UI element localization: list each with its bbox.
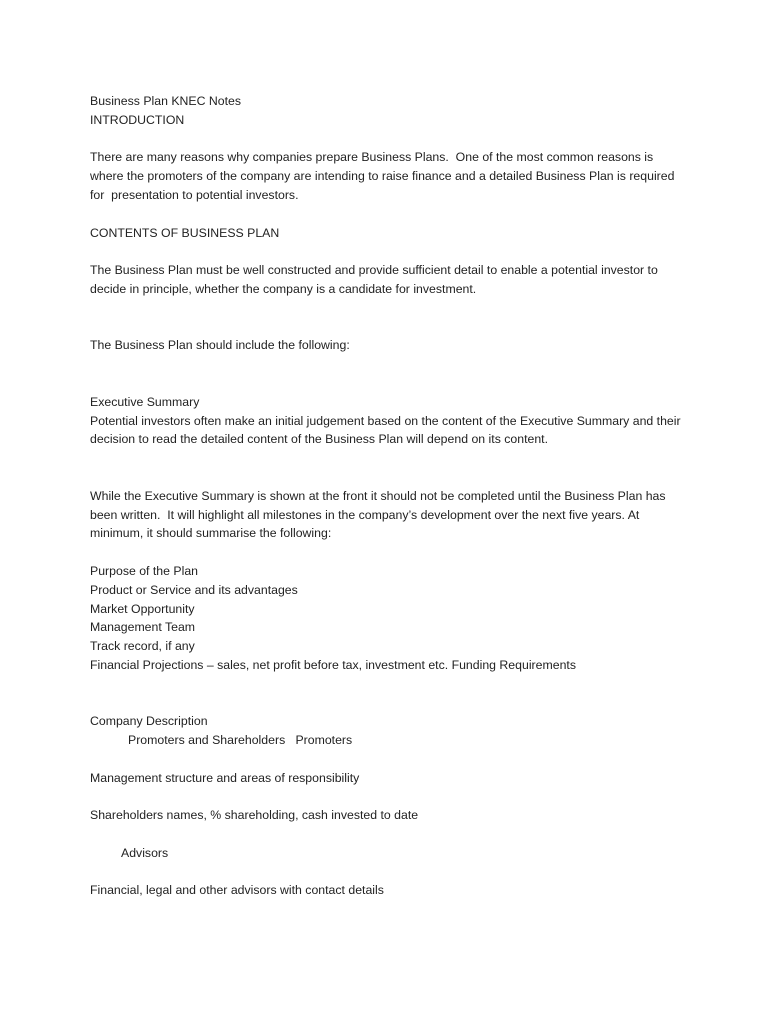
introduction-heading: INTRODUCTION xyxy=(90,112,185,127)
contents-paragraph: The Business Plan must be well constructed and provide sufficient detail to enable a potential investor to decide in principle, whether the company is a candidate for investment. xyxy=(90,263,662,296)
summary-item: Market Opportunity xyxy=(90,601,195,616)
management-line: Management structure and areas of responsibility xyxy=(90,770,360,785)
contents-heading: CONTENTS OF BUSINESS PLAN xyxy=(90,225,280,240)
summary-item: Track record, if any xyxy=(90,639,195,654)
exec-summary-paragraph: Potential investors often make an initial judgement based on the content of the Executive Summary and their decision to read the detailed content of the Business Plan will depend on its content. xyxy=(90,413,685,447)
exec-summary-paragraph-2: While the Executive Summary is shown at the front it should not be completed until the Business Plan has been written. It will highlight all milestones in the company’s development over the next five years. At minimum, it should summarise the following: xyxy=(90,488,669,541)
advisors-line: Financial, legal and other advisors with contact details xyxy=(90,883,384,898)
exec-summary-heading: Executive Summary xyxy=(90,394,200,409)
company-description-heading: Company Description xyxy=(90,714,208,729)
summary-item: Management Team xyxy=(90,620,196,635)
include-line: The Business Plan should include the following: xyxy=(90,338,350,353)
document-body xyxy=(90,92,690,900)
promoters-line: Promoters and Shareholders Promoters xyxy=(128,733,353,748)
summary-item: Purpose of the Plan xyxy=(90,563,199,578)
shareholders-line: Shareholders names, % shareholding, cash invested to date xyxy=(90,808,419,823)
intro-paragraph: There are many reasons why companies prepare Business Plans. One of the most common reasons is where the promoters of the company are intending to raise finance and a detailed Business Plan is required for presentation to potential investors. xyxy=(90,150,678,202)
summary-item: Product or Service and its advantages xyxy=(90,582,298,597)
advisors-heading: Advisors xyxy=(121,845,169,860)
document-title: Business Plan KNEC Notes xyxy=(90,94,242,108)
summary-item: Financial Projections – sales, net profit before tax, investment etc. Funding Requirements xyxy=(90,657,576,672)
